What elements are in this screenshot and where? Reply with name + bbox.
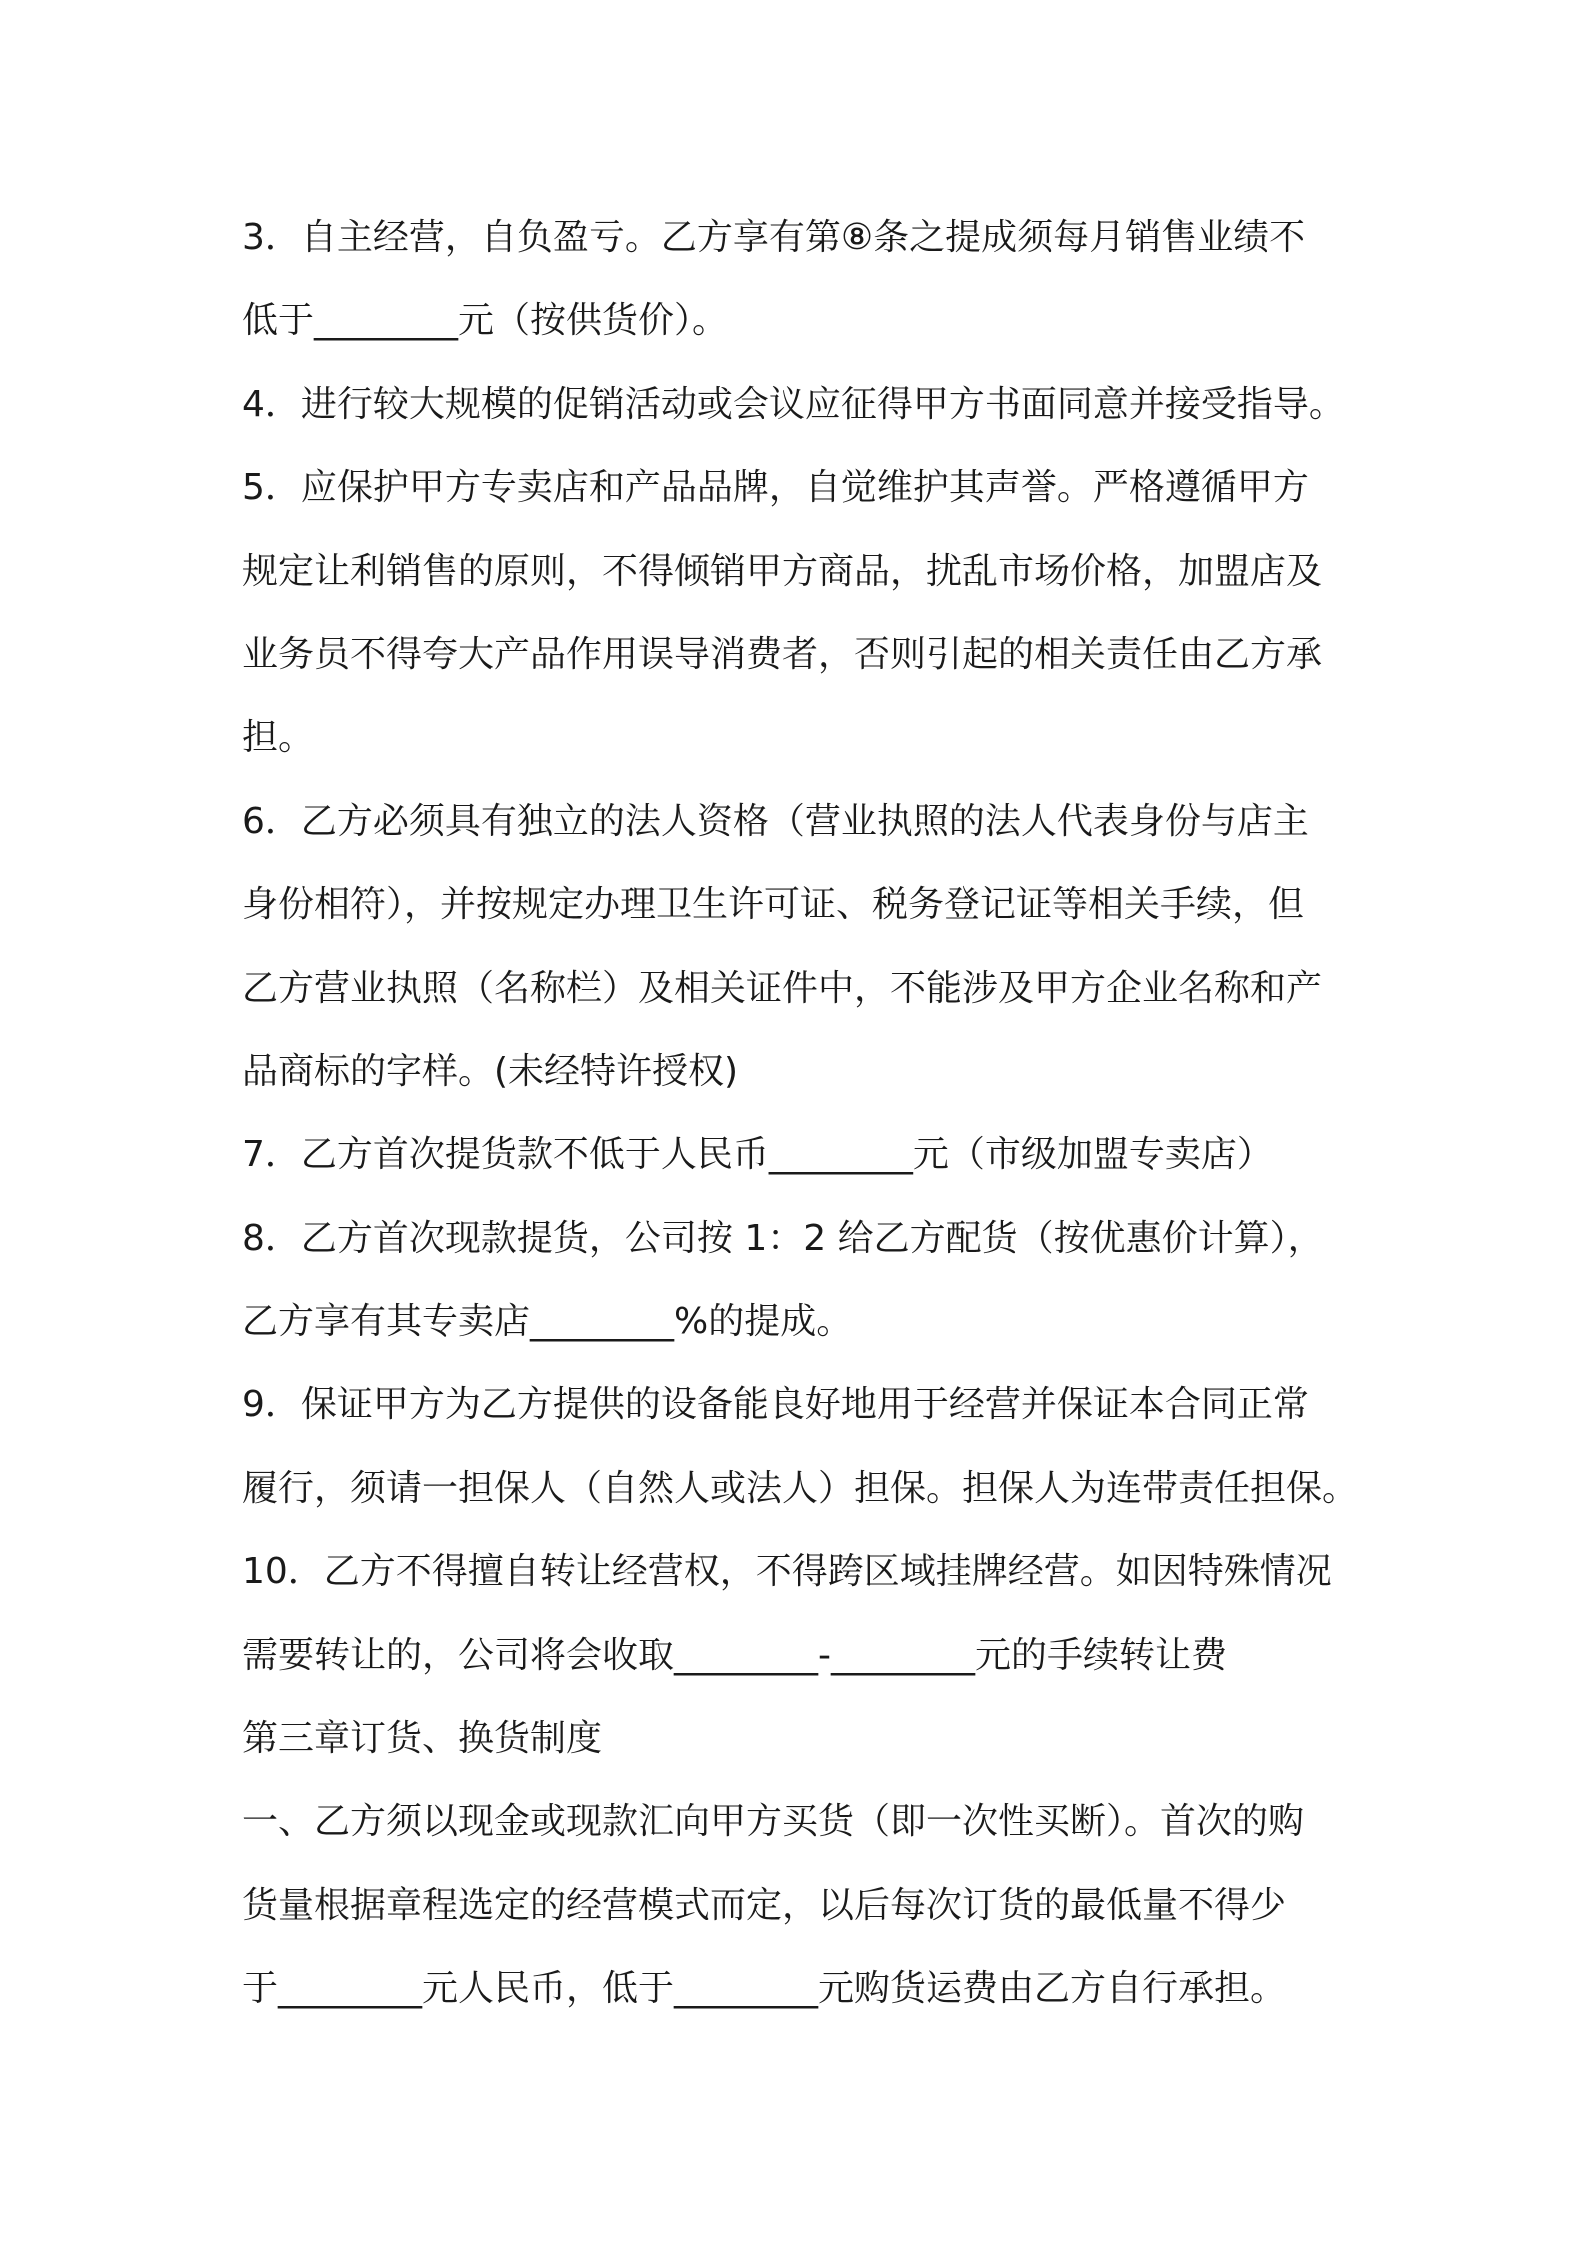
text-line: 一、乙方须以现金或现款汇向甲方买货（即一次性买断）。首次的购 (242, 1801, 1305, 1843)
text-line: 乙方营业执照（名称栏）及相关证件中，不能涉及甲方企业名称和产 (242, 967, 1323, 1009)
text-line: 乙方享有其专卖店________%的提成。 (242, 1301, 853, 1343)
text-line: 于________元人民币，低于________元购货运费由乙方自行承担。 (242, 1968, 1287, 2010)
text-line: 第三章订货、换货制度 (242, 1718, 603, 1760)
text-line: 身份相符），并按规定办理卫生许可证、税务登记证等相关手续，但 (242, 884, 1305, 926)
text-line: 7．乙方首次提货款不低于人民币________元（市级加盟专卖店） (242, 1134, 1273, 1176)
text-line: 6．乙方必须具有独立的法人资格（营业执照的法人代表身份与店主 (242, 800, 1309, 842)
text-line: 业务员不得夸大产品作用误导消费者，否则引起的相关责任由乙方承 (242, 633, 1323, 675)
text-line: 9．保证甲方为乙方提供的设备能良好地用于经营并保证本合同正常 (242, 1384, 1309, 1426)
text-line: 履行，须请一担保人（自然人或法人）担保。担保人为连带责任担保。 (242, 1467, 1359, 1509)
paragraph-item-4 (242, 363, 1362, 446)
paragraph-item-9 (242, 1363, 1362, 1530)
text-line: 需要转让的，公司将会收取________-________元的手续转让费 (242, 1634, 1227, 1676)
paragraph-item-6 (242, 780, 1362, 1114)
text-line: 4．进行较大规模的促销活动或会议应征得甲方书面同意并接受指导。 (242, 383, 1345, 425)
text-line: 品商标的字样。(未经特许授权) (242, 1050, 739, 1092)
paragraph-item-7 (242, 1113, 1362, 1196)
text-line: 5．应保护甲方专卖店和产品品牌，自觉维护其声誉。严格遵循甲方 (242, 467, 1309, 509)
paragraph-item-8 (242, 1197, 1362, 1364)
paragraph-item-10 (242, 1530, 1362, 1697)
paragraph-chapter-3-item-1 (242, 1780, 1362, 2030)
text-line: 3．自主经营，自负盈亏。乙方享有第⑧条之提成须每月销售业绩不 (242, 217, 1306, 258)
text-line: 担。 (242, 717, 315, 759)
text-line: 规定让利销售的原则，不得倾销甲方商品，扰乱市场价格，加盟店及 (242, 550, 1323, 592)
text-line: 低于________元（按供货价）。 (242, 300, 729, 342)
text-line: 货量根据章程选定的经营模式而定，以后每次订货的最低量不得少 (242, 1884, 1287, 1926)
document-body (242, 196, 1362, 2031)
paragraph-chapter-3-heading (242, 1697, 1362, 1780)
document-page (242, 196, 1362, 2031)
text-line: 8．乙方首次现款提货，公司按 1：2 给乙方配货（按优惠价计算）， (242, 1217, 1324, 1259)
paragraph-item-3 (242, 196, 1362, 363)
paragraph-item-5 (242, 446, 1362, 780)
text-line: 10．乙方不得擅自转让经营权，不得跨区域挂牌经营。如因特殊情况 (242, 1551, 1332, 1593)
